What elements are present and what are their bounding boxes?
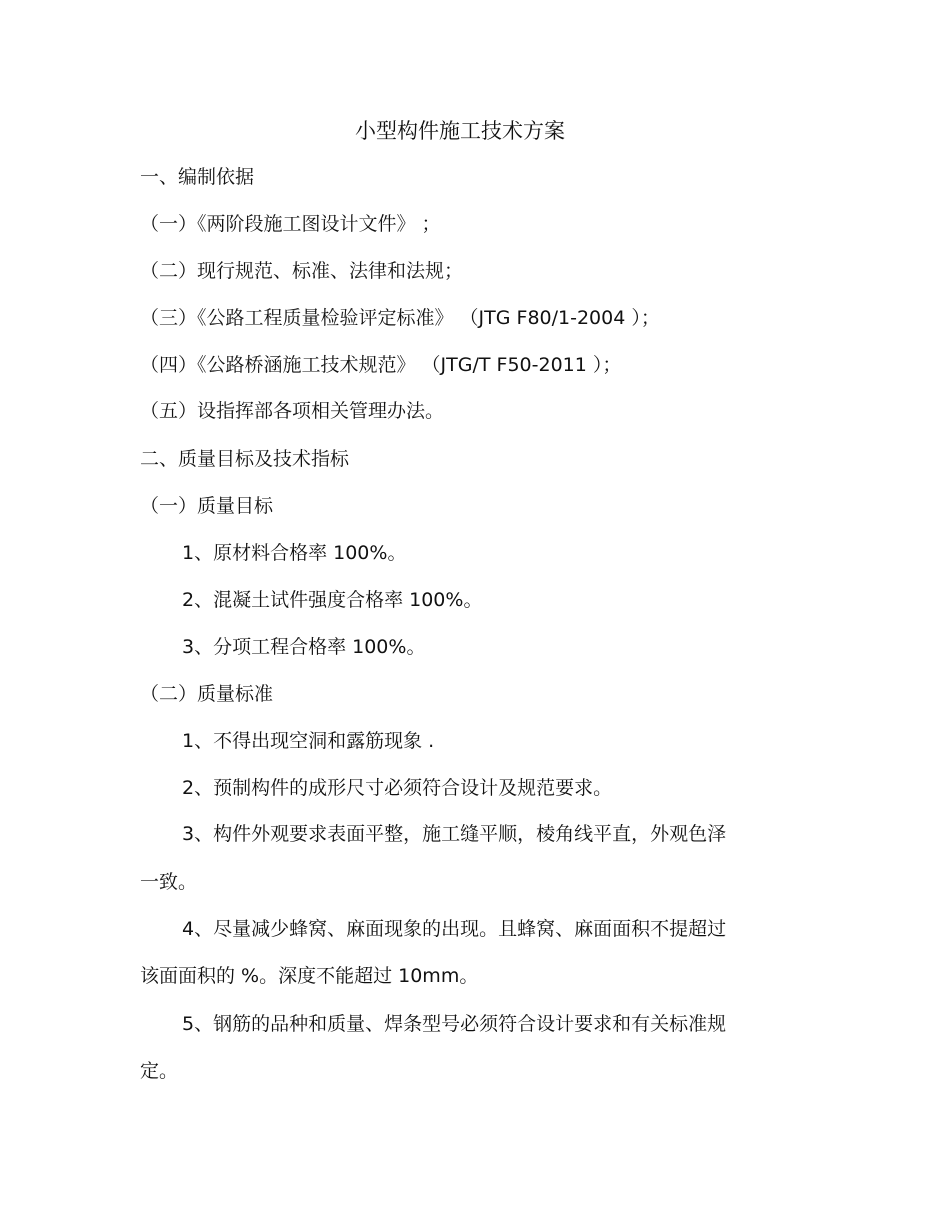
quality-standard-item-3: 3、构件外观要求表面平整，施工缝平顺，棱角线平直，外观色泽: [182, 823, 727, 845]
quality-goal-item-1: 1、原材料合格率 100%。: [182, 542, 407, 564]
quality-standard-item-5-cont: 定。: [140, 1060, 179, 1082]
quality-goal-item-2: 2、混凝土试件强度合格率 100%。: [182, 589, 483, 611]
basis-item-5: （五）设指挥部各项相关管理办法。: [140, 400, 445, 422]
section-heading-basis: 一、编制依据: [140, 166, 255, 188]
section-heading-quality: 二、质量目标及技术指标: [140, 448, 350, 470]
subsection-heading-quality-goal: （一）质量目标: [140, 495, 274, 517]
quality-standard-item-2: 2、预制构件的成形尺寸必须符合设计及规范要求。: [182, 777, 613, 799]
quality-standard-item-3-cont: 一致。: [140, 871, 198, 893]
basis-item-1: （一）《两阶段施工图设计文件》 ；: [140, 213, 441, 235]
basis-item-3: （三）《公路工程质量检验评定标准》 （JTG F80/1-2004 ）；: [140, 307, 660, 329]
quality-goal-item-3: 3、分项工程合格率 100%。: [182, 636, 426, 658]
basis-item-2: （二）现行规范、标准、法律和法规；: [140, 260, 464, 282]
quality-standard-item-5: 5、钢筋的品种和质量、焊条型号必须符合设计要求和有关标准规: [182, 1013, 727, 1035]
document-title: 小型构件施工技术方案: [355, 119, 565, 143]
quality-standard-item-1: 1、不得出现空洞和露筋现象 .: [182, 730, 435, 752]
basis-item-4: （四）《公路桥涵施工技术规范》 （JTG/T F50-2011 ）；: [140, 354, 622, 376]
quality-standard-item-4-cont: 该面面积的 %。深度不能超过 10mm。: [140, 965, 479, 987]
quality-standard-item-4: 4、尽量减少蜂窝、麻面现象的出现。且蜂窝、麻面面积不提超过: [182, 918, 727, 940]
subsection-heading-quality-standard: （二）质量标准: [140, 683, 274, 705]
